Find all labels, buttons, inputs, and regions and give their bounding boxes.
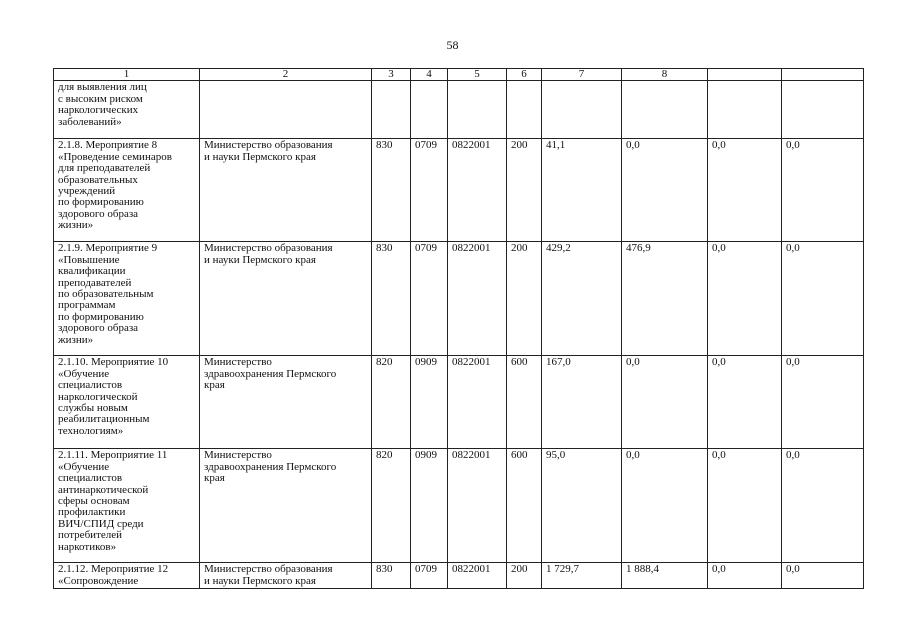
section-cell: 0909: [411, 356, 448, 449]
amount-cell: 0,0: [622, 449, 708, 563]
responsible-cell: [200, 81, 372, 139]
activity-cell: 2.1.10. Мероприятие 10 «Обучение специалистов наркологической службы новым реабилитационным технологиям»: [54, 356, 200, 449]
amount-cell: [542, 81, 622, 139]
amount-cell: 1 888,4: [622, 563, 708, 589]
code-cell: 830: [372, 139, 411, 242]
table-row: [54, 563, 864, 589]
header-cell: 6: [507, 69, 542, 81]
target-cell: 0822001: [448, 356, 507, 449]
code-cell: [372, 81, 411, 139]
activity-cell: 2.1.11. Мероприятие 11 «Обучение специалистов антинаркотической сферы основам профилактики ВИЧ/СПИД среди потребителей наркотиков»: [54, 449, 200, 563]
header-cell: [708, 69, 782, 81]
amount-cell: 1 729,7: [542, 563, 622, 589]
code-cell: 820: [372, 356, 411, 449]
amount-cell: 0,0: [782, 356, 864, 449]
code-cell: 830: [372, 563, 411, 589]
section-cell: 0709: [411, 563, 448, 589]
amount-cell: 0,0: [622, 139, 708, 242]
amount-cell: 0,0: [782, 563, 864, 589]
header-cell: 3: [372, 69, 411, 81]
section-cell: 0709: [411, 139, 448, 242]
amount-cell: 0,0: [708, 139, 782, 242]
amount-cell: 95,0: [542, 449, 622, 563]
section-cell: 0709: [411, 242, 448, 356]
amount-cell: 0,0: [622, 356, 708, 449]
header-cell: 5: [448, 69, 507, 81]
amount-cell: [708, 81, 782, 139]
target-cell: 0822001: [448, 563, 507, 589]
target-cell: 0822001: [448, 139, 507, 242]
type-cell: 600: [507, 356, 542, 449]
responsible-cell: Министерство здравоохранения Пермского края: [200, 449, 372, 563]
table-row: [54, 449, 864, 563]
page-number: 58: [446, 38, 459, 52]
header-cell: [782, 69, 864, 81]
type-cell: 200: [507, 563, 542, 589]
amount-cell: 0,0: [782, 242, 864, 356]
header-cell: 4: [411, 69, 448, 81]
activity-cell: 2.1.8. Мероприятие 8 «Проведение семинаров для преподавателей образовательных учреждений по формированию здорового образа жизни»: [54, 139, 200, 242]
amount-cell: [622, 81, 708, 139]
header-cell: 8: [622, 69, 708, 81]
header-row: [54, 69, 864, 81]
responsible-cell: Министерство образования и науки Пермского края: [200, 139, 372, 242]
budget-table: [53, 68, 864, 589]
amount-cell: 0,0: [708, 242, 782, 356]
activity-cell: 2.1.12. Мероприятие 12 «Сопровождение: [54, 563, 200, 589]
amount-cell: 0,0: [708, 356, 782, 449]
responsible-cell: Министерство здравоохранения Пермского края: [200, 356, 372, 449]
amount-cell: 0,0: [782, 139, 864, 242]
header-cell: 7: [542, 69, 622, 81]
amount-cell: [782, 81, 864, 139]
activity-cell: 2.1.9. Мероприятие 9 «Повышение квалификации преподавателей по образовательным программам по формированию здорового образа жизни»: [54, 242, 200, 356]
target-cell: 0822001: [448, 242, 507, 356]
table-row: [54, 139, 864, 242]
amount-cell: 0,0: [708, 563, 782, 589]
type-cell: 200: [507, 242, 542, 356]
amount-cell: 429,2: [542, 242, 622, 356]
type-cell: 200: [507, 139, 542, 242]
table-row: [54, 81, 864, 139]
amount-cell: 476,9: [622, 242, 708, 356]
table-row: [54, 356, 864, 449]
amount-cell: 167,0: [542, 356, 622, 449]
responsible-cell: Министерство образования и науки Пермского края: [200, 563, 372, 589]
type-cell: [507, 81, 542, 139]
type-cell: 600: [507, 449, 542, 563]
amount-cell: 41,1: [542, 139, 622, 242]
section-cell: 0909: [411, 449, 448, 563]
target-cell: [448, 81, 507, 139]
code-cell: 820: [372, 449, 411, 563]
responsible-cell: Министерство образования и науки Пермского края: [200, 242, 372, 356]
amount-cell: 0,0: [708, 449, 782, 563]
header-cell: 2: [200, 69, 372, 81]
activity-cell: для выявления лиц с высоким риском наркологических заболеваний»: [54, 81, 200, 139]
header-cell: 1: [54, 69, 200, 81]
code-cell: 830: [372, 242, 411, 356]
table-row: [54, 242, 864, 356]
target-cell: 0822001: [448, 449, 507, 563]
amount-cell: 0,0: [782, 449, 864, 563]
section-cell: [411, 81, 448, 139]
